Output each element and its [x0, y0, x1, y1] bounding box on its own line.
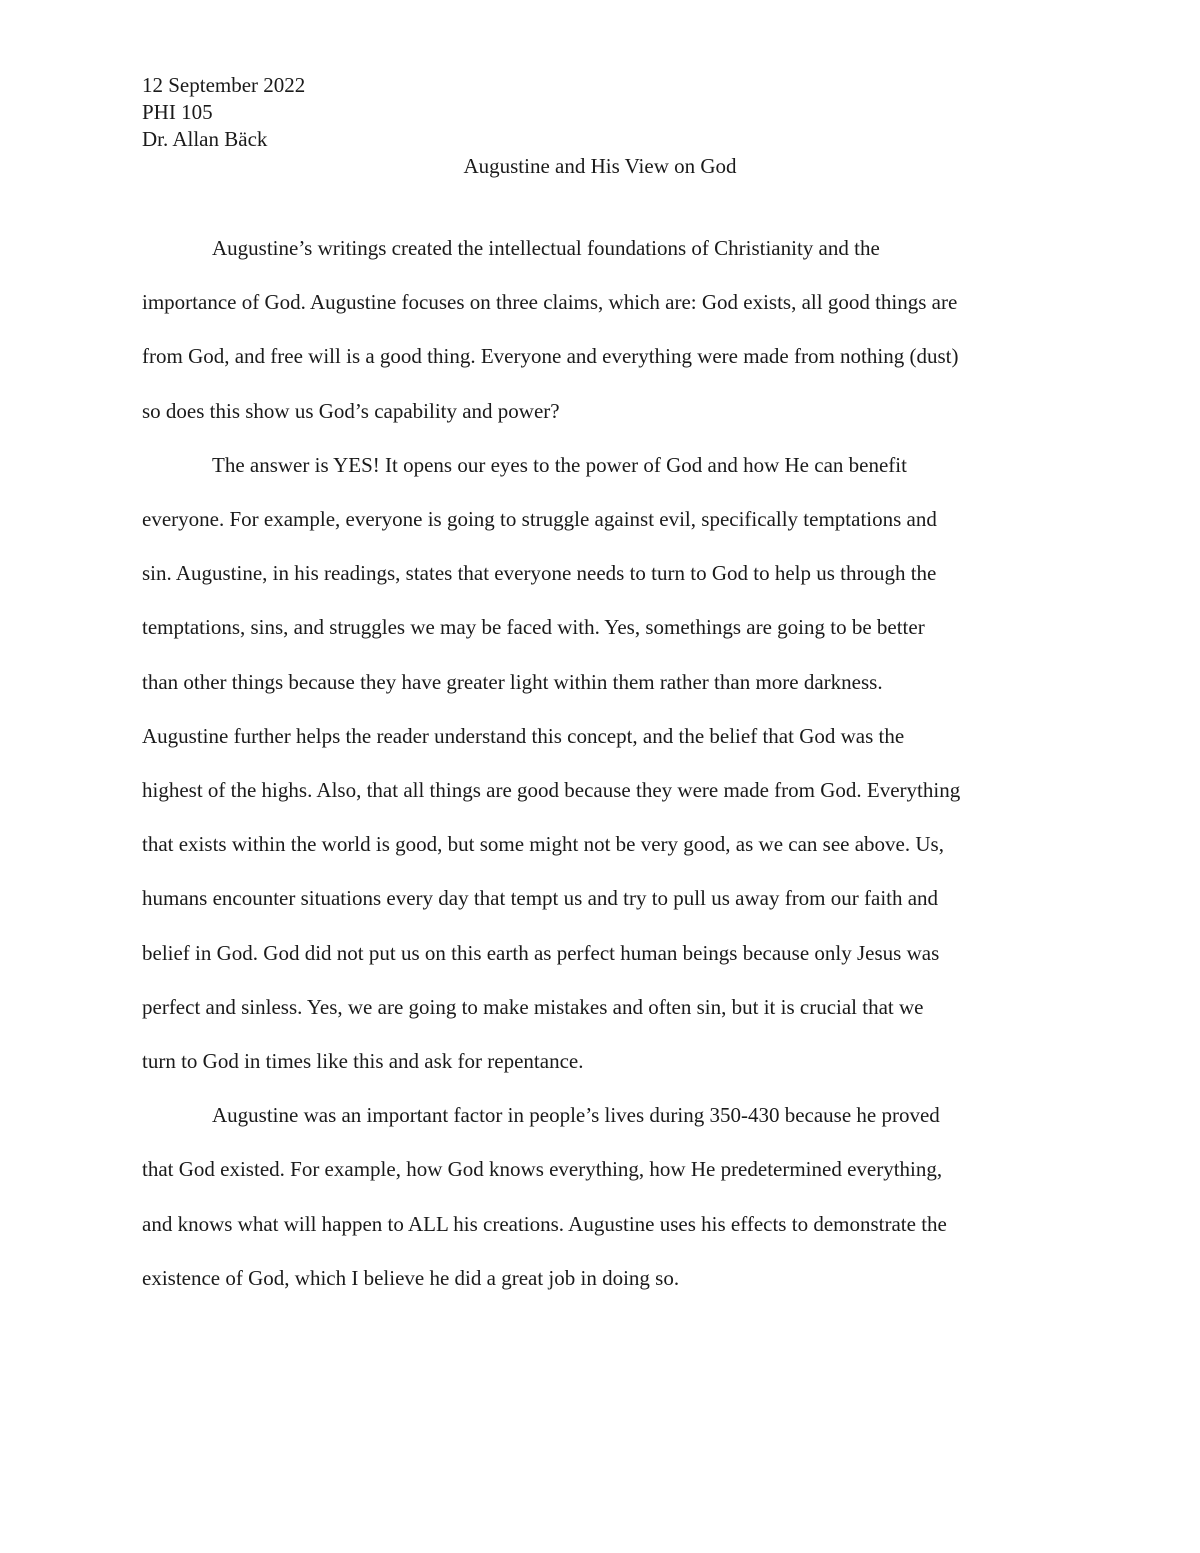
- instructor-line: Dr. Allan Bäck: [142, 127, 268, 151]
- date-line: 12 September 2022: [142, 73, 306, 97]
- paragraph-line: so does this show us God’s capability and power?: [142, 399, 560, 423]
- paragraph-line: humans encounter situations every day that tempt us and try to pull us away from our faith and: [142, 886, 939, 910]
- essay-title: Augustine and His View on God: [463, 154, 737, 178]
- paragraph-line: highest of the highs. Also, that all things are good because they were made from God. Everything: [142, 778, 961, 802]
- paragraph-line: The answer is YES! It opens our eyes to the power of God and how He can benefit: [212, 453, 907, 477]
- paragraph-line: that God existed. For example, how God knows everything, how He predetermined everything,: [142, 1157, 943, 1181]
- header-block: [142, 72, 305, 153]
- paragraph-line: Augustine’s writings created the intellectual foundations of Christianity and the: [212, 236, 880, 260]
- course-line: PHI 105: [142, 100, 213, 124]
- paragraph-line: Augustine further helps the reader understand this concept, and the belief that God was the: [142, 724, 905, 748]
- paragraph-line: perfect and sinless. Yes, we are going to make mistakes and often sin, but it is crucial that we: [142, 995, 924, 1019]
- paragraph-line: turn to God in times like this and ask for repentance.: [142, 1049, 584, 1073]
- paragraph-line: Augustine was an important factor in people’s lives during 350-430 because he proved: [212, 1103, 940, 1127]
- paragraph-line: belief in God. God did not put us on this earth as perfect human beings because only Jesus was: [142, 941, 940, 965]
- paragraph-line: from God, and free will is a good thing. Everyone and everything were made from nothing (dust): [142, 344, 959, 368]
- paragraph-line: importance of God. Augustine focuses on three claims, which are: God exists, all good things are: [142, 290, 958, 314]
- paragraph-line: everyone. For example, everyone is going to struggle against evil, specifically temptations and: [142, 507, 937, 531]
- paragraph-line: than other things because they have greater light within them rather than more darkness.: [142, 670, 883, 694]
- paragraph-line: and knows what will happen to ALL his creations. Augustine uses his effects to demonstrate the: [142, 1212, 947, 1236]
- paragraph-line: temptations, sins, and struggles we may be faced with. Yes, somethings are going to be better: [142, 615, 925, 639]
- paragraph-line: sin. Augustine, in his readings, states that everyone needs to turn to God to help us through the: [142, 561, 937, 585]
- paragraph-line: existence of God, which I believe he did a great job in doing so.: [142, 1266, 680, 1290]
- paragraph-line: that exists within the world is good, but some might not be very good, as we can see above. Us,: [142, 832, 944, 856]
